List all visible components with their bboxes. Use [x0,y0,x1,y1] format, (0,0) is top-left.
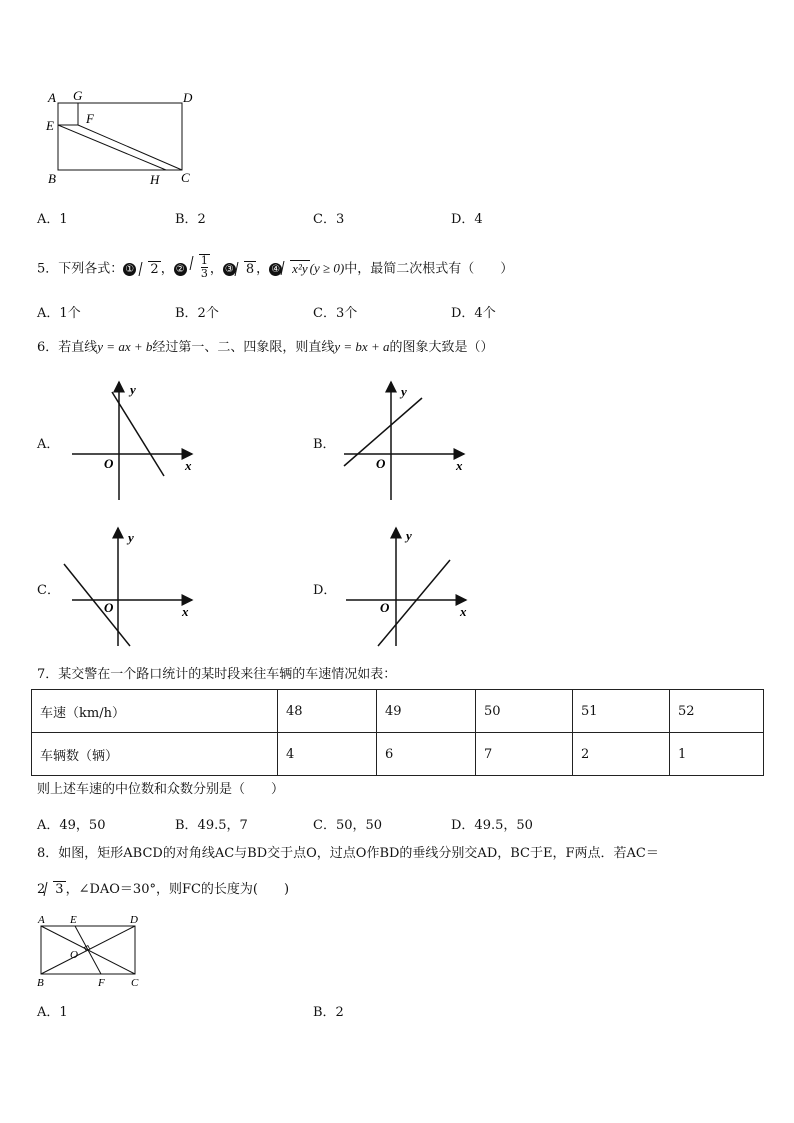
q6b-x-label: x [456,458,463,473]
q8-rectangle-figure [34,912,146,992]
q6-text-mid: 经过第一、二、四象限，则直线 [152,340,335,355]
q5-prefix: 5．下列各式： [37,261,124,277]
q7-option-b[interactable]: B．49.5，7 [175,818,248,833]
q7-header-speed: 车速（km/h） [32,690,278,733]
q6-eq1: y = ax + b [97,339,153,354]
q6-text-before: 6．若直线 [37,340,98,355]
q6c-x-label: x [182,604,189,619]
q5-number-1: ① [123,263,136,276]
table-cell: 48 [278,690,377,733]
q6d-origin: O [380,600,390,615]
q6a-origin: O [104,456,114,471]
q8-label-a: A [38,914,45,926]
q4-label-g: G [73,88,83,103]
table-cell: 4 [278,733,377,776]
q6-graph-a[interactable] [66,378,202,504]
q5-option-a[interactable]: A．1个 [37,306,81,321]
q7-option-d[interactable]: D．49.5，50 [451,818,533,833]
table-cell: 52 [670,690,764,733]
q6a-x-label: x [185,458,192,473]
q5-frac-den: 3 [200,267,208,280]
q4-label-h: H [150,172,160,187]
q8-stem-line1: 8．如图，矩形ABCD的对角线AC与BD交于点O，过点O作BD的垂线分别交AD，BC于E，F两点．若AC＝ [37,846,659,861]
q6d-y-label: y [406,528,412,543]
q5-expr-sqrt8 [236,260,256,280]
q8-label-e: E [70,914,77,926]
q6-text-after: 的图象大致是（） [389,340,494,355]
table-cell: 6 [377,733,476,776]
q6d-x-label: x [460,604,467,619]
q4-label-e: E [46,118,54,133]
q8-label-d: D [130,914,138,926]
q8-sqrt3 [45,880,65,900]
q5-expr-sqrt2 [140,260,160,280]
q4-label-d: D [183,90,193,105]
q6-graph-b[interactable] [340,378,476,504]
q6-eq2: y = bx + a [334,339,390,354]
q7-option-c[interactable]: C．50，50 [313,818,383,833]
q7-option-a[interactable]: A．49，50 [37,818,106,833]
q6-option-c-label[interactable]: C． [37,583,60,598]
table-cell: 50 [476,690,573,733]
q6a-y-label: y [130,382,136,397]
q5-option-d[interactable]: D．4个 [451,306,496,321]
q6c-origin: O [104,600,114,615]
q5-number-3: ③ [223,263,236,276]
q5-frac-num: 1 [200,254,208,267]
table-row [32,733,764,776]
q4-segment-eh [58,125,166,170]
q4-option-c[interactable]: C．3 [313,212,345,227]
q8-sqrt3-radicand: 3 [55,882,64,897]
q4-rectangle-figure [40,85,210,190]
q4-label-f: F [86,111,94,126]
q8-label-b: B [37,977,44,989]
q5-condition: (y ≥ 0) [309,260,345,276]
q6a-line [112,392,164,476]
q6-option-a-label[interactable]: A． [37,437,60,452]
q8-label-o: O [70,949,78,961]
table-cell: 1 [670,733,764,776]
q5-option-b[interactable]: B．2个 [175,306,219,321]
q4-option-d[interactable]: D．4 [451,212,483,227]
q6-stem [37,339,494,356]
q8-label-c: C [131,977,139,989]
table-cell: 7 [476,733,573,776]
q8-option-b[interactable]: B．2 [313,1005,344,1020]
q6-graph-c[interactable] [60,524,196,650]
q6b-y-label: y [401,384,407,399]
q8-option-a[interactable]: A．1 [37,1005,68,1020]
q6c-y-label: y [128,530,134,545]
table-cell: 49 [377,690,476,733]
q5-expr-sqrt-x2y [282,259,309,280]
q5-expr-sqrt-one-third [191,254,210,284]
q5-stem: 5．下列各式： ① 2 ， ② $\frac{1}{3}$ ， ③ 8 ， ④ x²y (y ≥ 0)中，最简二次根式有（ ） [37,254,513,284]
q7-header-count: 车辆数（辆） [32,733,278,776]
q5-number-4: ④ [269,263,282,276]
q6c-line [64,564,130,646]
q7-question: 则上述车速的中位数和众数分别是（ ） [37,782,285,797]
table-row [32,690,764,733]
q7-speed-table [31,689,764,776]
q6b-origin: O [376,456,386,471]
q5-expr-sqrt-x2y-radicand: x²y [292,260,308,276]
q4-rect-abcd [58,103,182,170]
q7-stem: 7．某交警在一个路口统计的某时段来往车辆的车速情况如表： [37,667,397,682]
q5-suffix: 中，最简二次根式有（ ） [344,261,514,277]
q4-label-a: A [48,90,56,105]
q5-number-2: ② [174,263,187,276]
q5-expr-sqrt8-radicand: 8 [245,261,255,277]
q5-expr-sqrt2-radicand: 2 [150,261,159,277]
q6-graph-d[interactable] [340,524,476,650]
q4-label-c: C [181,170,190,185]
q8-label-f: F [98,977,105,989]
q6-option-d-label[interactable]: D． [313,583,337,598]
table-cell: 51 [573,690,670,733]
q4-label-b: B [48,171,56,186]
q4-option-a[interactable]: A．1 [37,212,68,227]
q8-coef: 2 [37,882,46,897]
q8-line2-rest: ，∠DAO＝30°，则FC的长度为( ) [65,882,290,897]
q8-stem-line2 [37,880,289,900]
q4-option-b[interactable]: B．2 [175,212,206,227]
q4-segment-fc [78,125,182,170]
q5-option-c[interactable]: C．3个 [313,306,358,321]
q6-option-b-label[interactable]: B． [313,437,336,452]
table-cell: 2 [573,733,670,776]
